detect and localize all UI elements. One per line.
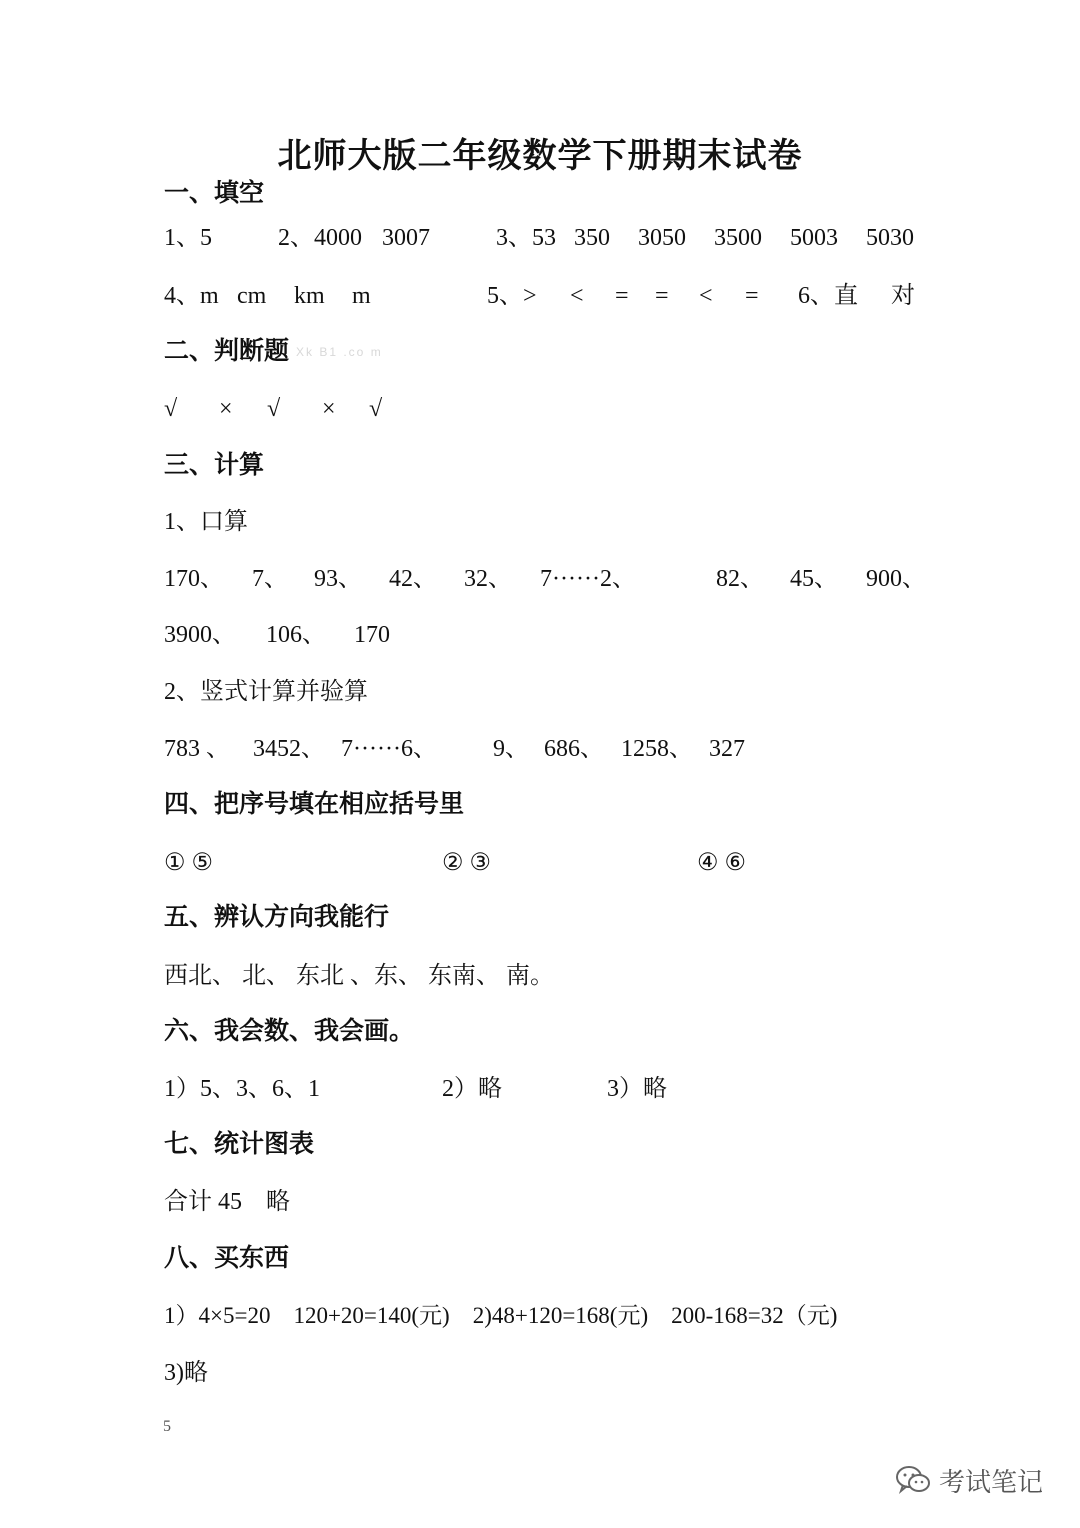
- answer-item: 1、5: [164, 225, 212, 251]
- answer-item: 3）略: [607, 1076, 667, 1102]
- section-heading-true-false: 二、判断题: [164, 338, 290, 365]
- brand-name: 考试笔记: [939, 1467, 1044, 1498]
- answer-item: 5、>: [487, 283, 537, 309]
- section-heading-directions: 五、辨认方向我能行: [164, 904, 390, 931]
- answer-item: 7、: [252, 566, 288, 592]
- answer-item: 42、: [389, 566, 437, 592]
- answer-item: 32、: [464, 566, 512, 592]
- answer-item: 5003: [790, 225, 838, 251]
- fill-blanks-row-2: [164, 280, 924, 312]
- wechat-icon: [895, 1465, 931, 1495]
- subheading-vertical-calc: 2、竖式计算并验算: [164, 679, 368, 705]
- answer-item: 93、: [314, 566, 362, 592]
- brand-watermark: [895, 1460, 1043, 1500]
- page-number: 5: [163, 1418, 171, 1435]
- answer-item: 对: [891, 283, 915, 309]
- answer-item: 900、: [866, 566, 926, 592]
- mental-math-row-1: [164, 563, 924, 595]
- answer-item: =: [745, 283, 759, 309]
- answer-item: <: [699, 283, 713, 309]
- section-heading-statistics: 七、统计图表: [164, 1131, 315, 1158]
- answer-item: 82、: [716, 566, 764, 592]
- cross-mark: ×: [322, 396, 336, 422]
- mental-math-row-2: [164, 619, 564, 651]
- directions-answer: 西北、 北、 东北 、东、 东南、 南。: [164, 963, 554, 989]
- answer-item: 3500: [714, 225, 762, 251]
- answer-item: 9、: [493, 736, 529, 762]
- answer-item: 1）5、3、6、1: [164, 1076, 320, 1102]
- answer-item: 3、53: [496, 225, 556, 251]
- answer-item: 5030: [866, 225, 914, 251]
- answer-item: 106、: [266, 622, 326, 648]
- check-mark: √: [267, 396, 281, 422]
- answer-item: <: [570, 283, 584, 309]
- answer-item: 170: [354, 622, 390, 648]
- watermark: Xk B1 .co m: [296, 345, 383, 359]
- section-heading-sequence-numbers: 四、把序号填在相应括号里: [164, 791, 465, 818]
- shopping-answer-line-2: 3)略: [164, 1360, 208, 1386]
- page-title: 北师大版二年级数学下册期末试卷: [277, 138, 803, 175]
- section-heading-fill-blanks: 一、填空: [164, 180, 265, 207]
- shopping-answer-line-1: 1）4×5=20 120+20=140(元) 2)48+120=168(元) 200-168=32（元): [164, 1303, 838, 1328]
- answer-item: km: [294, 283, 325, 309]
- answer-item: =: [655, 283, 669, 309]
- answer-item: 350: [574, 225, 610, 251]
- answer-item: 7······6、: [341, 736, 437, 762]
- vertical-calc-row: [164, 733, 864, 765]
- section-heading-shopping: 八、买东西: [164, 1245, 290, 1272]
- answer-item: cm: [237, 283, 267, 309]
- section-heading-calculation: 三、计算: [164, 452, 265, 479]
- fill-blanks-row-1: [164, 222, 924, 254]
- answer-item: 1258、: [621, 736, 693, 762]
- check-mark: √: [164, 396, 178, 422]
- answer-item: 3900、: [164, 622, 236, 648]
- answer-item: 2）略: [442, 1076, 502, 1102]
- answer-item: m: [352, 283, 371, 309]
- check-mark: √: [369, 396, 383, 422]
- answer-item: =: [615, 283, 629, 309]
- answer-item: 170、: [164, 566, 224, 592]
- answer-item: 7······2、: [540, 566, 636, 592]
- answer-item: 2、4000: [278, 225, 362, 251]
- answer-group: ① ⑤: [164, 850, 214, 876]
- answer-group: ④ ⑥: [697, 850, 747, 876]
- sequence-numbers-row: [164, 847, 784, 879]
- true-false-row: [164, 393, 464, 425]
- answer-item: 3007: [382, 225, 430, 251]
- answer-item: 45、: [790, 566, 838, 592]
- section-heading-count-draw: 六、我会数、我会画。: [164, 1018, 415, 1045]
- answer-group: ② ③: [442, 850, 492, 876]
- answer-item: 686、: [544, 736, 604, 762]
- statistics-answer: 合计 45 略: [164, 1189, 290, 1215]
- cross-mark: ×: [219, 396, 233, 422]
- answer-item: 783 、: [164, 736, 230, 762]
- answer-item: 3452、: [253, 736, 325, 762]
- answer-item: 6、直: [798, 283, 858, 309]
- answer-item: 3050: [638, 225, 686, 251]
- count-draw-row: [164, 1073, 704, 1105]
- answer-item: 4、m: [164, 283, 219, 309]
- answer-item: 327: [709, 736, 745, 762]
- subheading-mental-math: 1、口算: [164, 509, 248, 535]
